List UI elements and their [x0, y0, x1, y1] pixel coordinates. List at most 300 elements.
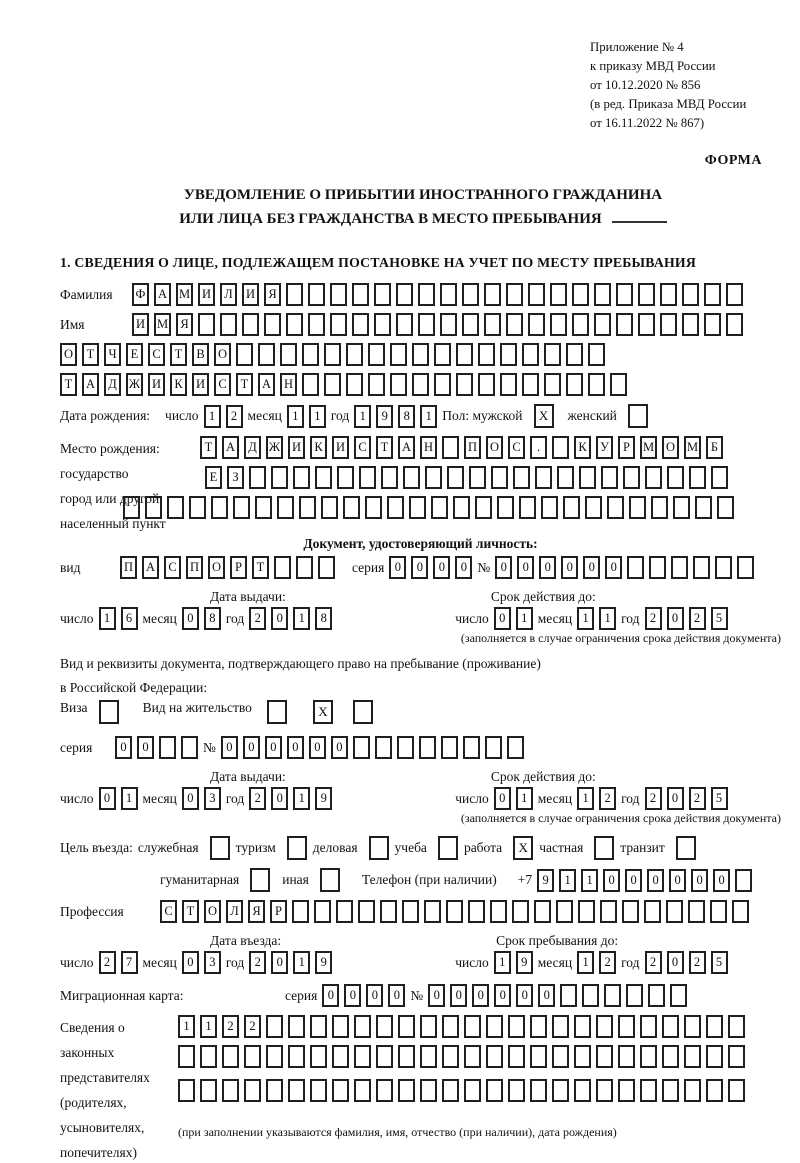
char-cell[interactable]: Т [182, 900, 199, 923]
char-cell[interactable] [288, 1015, 305, 1038]
char-cell[interactable]: 2 [689, 607, 706, 630]
char-cell[interactable]: 2 [645, 607, 662, 630]
char-cell[interactable]: 0 [271, 607, 288, 630]
char-cell[interactable] [376, 1015, 393, 1038]
char-cell[interactable] [508, 1045, 525, 1068]
char-cell[interactable] [649, 556, 666, 579]
char-cell[interactable]: Т [82, 343, 99, 366]
char-cell[interactable] [662, 1079, 679, 1102]
char-cell[interactable] [242, 313, 259, 336]
char-cell[interactable]: 0 [647, 869, 664, 892]
char-cell[interactable] [398, 1079, 415, 1102]
char-cell[interactable] [485, 736, 502, 759]
char-cell[interactable]: Я [264, 283, 281, 306]
char-cell[interactable] [374, 283, 391, 306]
char-cell[interactable]: 5 [711, 607, 728, 630]
char-cell[interactable] [390, 343, 407, 366]
char-cell[interactable] [682, 313, 699, 336]
char-cell[interactable] [626, 984, 643, 1007]
char-cell[interactable]: Т [200, 436, 217, 459]
char-cell[interactable] [638, 283, 655, 306]
char-cell[interactable] [286, 283, 303, 306]
char-cell[interactable] [594, 313, 611, 336]
char-cell[interactable] [506, 283, 523, 306]
char-cell[interactable] [453, 496, 470, 519]
char-cell[interactable] [302, 343, 319, 366]
char-cell[interactable]: 2 [599, 787, 616, 810]
char-cell[interactable] [588, 343, 605, 366]
char-cell[interactable] [550, 283, 567, 306]
char-cell[interactable] [662, 1015, 679, 1038]
char-cell[interactable] [486, 1045, 503, 1068]
char-cell[interactable] [648, 984, 665, 1007]
char-cell[interactable]: 0 [388, 984, 405, 1007]
char-cell[interactable] [508, 1015, 525, 1038]
char-cell[interactable] [332, 1079, 349, 1102]
char-cell[interactable] [462, 283, 479, 306]
char-cell[interactable] [332, 1045, 349, 1068]
char-cell[interactable] [220, 313, 237, 336]
char-cell[interactable] [222, 1079, 239, 1102]
char-cell[interactable] [462, 313, 479, 336]
char-cell[interactable]: 9 [315, 951, 332, 974]
char-cell[interactable]: 0 [713, 869, 730, 892]
char-cell[interactable] [574, 1045, 591, 1068]
char-cell[interactable] [420, 1015, 437, 1038]
char-cell[interactable] [330, 283, 347, 306]
char-cell[interactable] [418, 283, 435, 306]
char-cell[interactable] [491, 466, 508, 489]
char-cell[interactable] [616, 313, 633, 336]
char-cell[interactable] [640, 1045, 657, 1068]
char-cell[interactable]: К [310, 436, 327, 459]
char-cell[interactable] [299, 496, 316, 519]
char-cell[interactable]: 2 [599, 951, 616, 974]
char-cell[interactable]: С [148, 343, 165, 366]
char-cell[interactable] [737, 556, 754, 579]
char-cell[interactable] [318, 556, 335, 579]
char-cell[interactable] [497, 496, 514, 519]
char-cell[interactable] [490, 900, 507, 923]
char-cell[interactable]: 1 [581, 869, 598, 892]
char-cell[interactable]: 0 [137, 736, 154, 759]
char-cell[interactable] [513, 466, 530, 489]
char-cell[interactable]: 2 [226, 405, 243, 428]
char-cell[interactable]: 1 [516, 787, 533, 810]
char-cell[interactable]: Р [230, 556, 247, 579]
char-cell[interactable] [519, 496, 536, 519]
char-cell[interactable] [396, 313, 413, 336]
char-cell[interactable] [308, 313, 325, 336]
char-cell[interactable]: 0 [221, 736, 238, 759]
char-cell[interactable]: . [530, 436, 547, 459]
purpose-work-checkbox[interactable]: X [513, 836, 533, 860]
char-cell[interactable] [368, 373, 385, 396]
char-cell[interactable] [244, 1045, 261, 1068]
char-cell[interactable] [324, 343, 341, 366]
char-cell[interactable]: 2 [249, 607, 266, 630]
char-cell[interactable]: 0 [583, 556, 600, 579]
char-cell[interactable]: М [154, 313, 171, 336]
char-cell[interactable]: 0 [517, 556, 534, 579]
char-cell[interactable]: Е [126, 343, 143, 366]
char-cell[interactable]: С [164, 556, 181, 579]
char-cell[interactable]: 0 [605, 556, 622, 579]
char-cell[interactable] [528, 313, 545, 336]
char-cell[interactable] [346, 373, 363, 396]
char-cell[interactable]: 1 [559, 869, 576, 892]
char-cell[interactable] [478, 373, 495, 396]
char-cell[interactable]: П [464, 436, 481, 459]
char-cell[interactable] [640, 1015, 657, 1038]
char-cell[interactable]: 0 [115, 736, 132, 759]
char-cell[interactable] [645, 466, 662, 489]
char-cell[interactable] [314, 900, 331, 923]
char-cell[interactable] [522, 373, 539, 396]
temp-residence-checkbox[interactable]: X [313, 700, 333, 724]
char-cell[interactable]: 6 [121, 607, 138, 630]
char-cell[interactable] [412, 373, 429, 396]
char-cell[interactable] [442, 1045, 459, 1068]
char-cell[interactable] [673, 496, 690, 519]
char-cell[interactable] [528, 283, 545, 306]
char-cell[interactable]: 2 [244, 1015, 261, 1038]
char-cell[interactable]: 0 [433, 556, 450, 579]
char-cell[interactable] [352, 283, 369, 306]
char-cell[interactable]: А [398, 436, 415, 459]
purpose-other-checkbox[interactable] [320, 868, 340, 892]
char-cell[interactable]: 0 [455, 556, 472, 579]
char-cell[interactable] [478, 343, 495, 366]
char-cell[interactable] [671, 556, 688, 579]
char-cell[interactable] [288, 1079, 305, 1102]
char-cell[interactable] [579, 466, 596, 489]
char-cell[interactable] [336, 900, 353, 923]
char-cell[interactable]: 2 [249, 951, 266, 974]
char-cell[interactable]: О [60, 343, 77, 366]
char-cell[interactable]: 2 [645, 951, 662, 974]
char-cell[interactable] [266, 1079, 283, 1102]
char-cell[interactable]: 0 [428, 984, 445, 1007]
char-cell[interactable] [574, 1079, 591, 1102]
char-cell[interactable]: 0 [691, 869, 708, 892]
char-cell[interactable] [266, 1015, 283, 1038]
char-cell[interactable] [277, 496, 294, 519]
char-cell[interactable] [728, 1015, 745, 1038]
char-cell[interactable]: К [574, 436, 591, 459]
char-cell[interactable]: 0 [411, 556, 428, 579]
char-cell[interactable] [468, 900, 485, 923]
char-cell[interactable] [200, 1079, 217, 1102]
char-cell[interactable] [600, 900, 617, 923]
char-cell[interactable]: 9 [516, 951, 533, 974]
char-cell[interactable] [321, 496, 338, 519]
char-cell[interactable] [706, 1045, 723, 1068]
char-cell[interactable]: Р [618, 436, 635, 459]
char-cell[interactable]: 1 [577, 951, 594, 974]
char-cell[interactable]: 5 [711, 787, 728, 810]
char-cell[interactable] [717, 496, 734, 519]
char-cell[interactable] [644, 900, 661, 923]
purpose-official-checkbox[interactable] [210, 836, 230, 860]
char-cell[interactable] [447, 466, 464, 489]
char-cell[interactable] [541, 496, 558, 519]
char-cell[interactable] [563, 496, 580, 519]
char-cell[interactable] [534, 900, 551, 923]
char-cell[interactable] [607, 496, 624, 519]
char-cell[interactable] [442, 436, 459, 459]
char-cell[interactable] [266, 1045, 283, 1068]
char-cell[interactable] [431, 496, 448, 519]
char-cell[interactable]: 0 [182, 607, 199, 630]
char-cell[interactable] [486, 1015, 503, 1038]
char-cell[interactable] [682, 283, 699, 306]
char-cell[interactable] [418, 313, 435, 336]
char-cell[interactable] [397, 736, 414, 759]
char-cell[interactable] [376, 1045, 393, 1068]
char-cell[interactable] [566, 343, 583, 366]
char-cell[interactable] [288, 1045, 305, 1068]
char-cell[interactable] [726, 283, 743, 306]
char-cell[interactable] [200, 1045, 217, 1068]
char-cell[interactable] [469, 466, 486, 489]
char-cell[interactable] [324, 373, 341, 396]
char-cell[interactable] [434, 373, 451, 396]
char-cell[interactable] [616, 283, 633, 306]
char-cell[interactable] [585, 496, 602, 519]
char-cell[interactable]: 0 [265, 736, 282, 759]
char-cell[interactable]: П [186, 556, 203, 579]
char-cell[interactable] [315, 466, 332, 489]
char-cell[interactable] [424, 900, 441, 923]
char-cell[interactable] [662, 1045, 679, 1068]
char-cell[interactable] [500, 373, 517, 396]
char-cell[interactable]: Ж [126, 373, 143, 396]
char-cell[interactable]: 0 [669, 869, 686, 892]
char-cell[interactable]: И [148, 373, 165, 396]
char-cell[interactable] [618, 1045, 635, 1068]
char-cell[interactable] [145, 496, 162, 519]
char-cell[interactable] [695, 496, 712, 519]
char-cell[interactable] [255, 496, 272, 519]
char-cell[interactable] [387, 496, 404, 519]
char-cell[interactable]: Т [376, 436, 393, 459]
char-cell[interactable]: Т [60, 373, 77, 396]
char-cell[interactable]: 9 [537, 869, 554, 892]
char-cell[interactable] [710, 900, 727, 923]
char-cell[interactable]: 0 [271, 787, 288, 810]
char-cell[interactable] [354, 1015, 371, 1038]
char-cell[interactable] [508, 1079, 525, 1102]
char-cell[interactable] [310, 1015, 327, 1038]
char-cell[interactable] [441, 736, 458, 759]
char-cell[interactable]: 0 [366, 984, 383, 1007]
char-cell[interactable] [475, 496, 492, 519]
char-cell[interactable] [189, 496, 206, 519]
char-cell[interactable]: 0 [625, 869, 642, 892]
char-cell[interactable]: 0 [667, 787, 684, 810]
purpose-study-checkbox[interactable] [438, 836, 458, 860]
char-cell[interactable] [484, 283, 501, 306]
char-cell[interactable] [412, 343, 429, 366]
char-cell[interactable] [684, 1015, 701, 1038]
char-cell[interactable] [198, 313, 215, 336]
char-cell[interactable]: 1 [287, 405, 304, 428]
char-cell[interactable] [618, 1015, 635, 1038]
char-cell[interactable]: 1 [121, 787, 138, 810]
char-cell[interactable]: З [227, 466, 244, 489]
char-cell[interactable] [689, 466, 706, 489]
char-cell[interactable]: Н [420, 436, 437, 459]
char-cell[interactable]: 2 [689, 951, 706, 974]
char-cell[interactable] [484, 313, 501, 336]
char-cell[interactable] [280, 343, 297, 366]
char-cell[interactable] [434, 343, 451, 366]
char-cell[interactable] [557, 466, 574, 489]
edu-residence-checkbox[interactable] [353, 700, 373, 724]
char-cell[interactable]: О [214, 343, 231, 366]
char-cell[interactable]: 1 [200, 1015, 217, 1038]
char-cell[interactable] [572, 283, 589, 306]
char-cell[interactable] [352, 313, 369, 336]
char-cell[interactable]: 1 [420, 405, 437, 428]
char-cell[interactable]: 1 [516, 607, 533, 630]
char-cell[interactable] [544, 343, 561, 366]
char-cell[interactable] [550, 313, 567, 336]
char-cell[interactable]: 0 [287, 736, 304, 759]
char-cell[interactable]: 0 [271, 951, 288, 974]
char-cell[interactable] [332, 1015, 349, 1038]
char-cell[interactable] [159, 736, 176, 759]
char-cell[interactable] [440, 313, 457, 336]
char-cell[interactable]: Ж [266, 436, 283, 459]
char-cell[interactable] [552, 1079, 569, 1102]
char-cell[interactable] [530, 1045, 547, 1068]
char-cell[interactable]: Д [104, 373, 121, 396]
char-cell[interactable] [512, 900, 529, 923]
char-cell[interactable] [178, 1079, 195, 1102]
char-cell[interactable]: 1 [204, 405, 221, 428]
char-cell[interactable]: 0 [344, 984, 361, 1007]
char-cell[interactable]: 2 [645, 787, 662, 810]
char-cell[interactable] [446, 900, 463, 923]
char-cell[interactable]: 0 [331, 736, 348, 759]
char-cell[interactable] [330, 313, 347, 336]
char-cell[interactable]: И [242, 283, 259, 306]
char-cell[interactable]: И [198, 283, 215, 306]
char-cell[interactable] [464, 1045, 481, 1068]
char-cell[interactable] [670, 984, 687, 1007]
char-cell[interactable]: О [208, 556, 225, 579]
char-cell[interactable]: 7 [121, 951, 138, 974]
char-cell[interactable]: М [684, 436, 701, 459]
char-cell[interactable]: Л [220, 283, 237, 306]
char-cell[interactable] [627, 556, 644, 579]
char-cell[interactable] [666, 900, 683, 923]
char-cell[interactable]: А [142, 556, 159, 579]
char-cell[interactable]: 8 [315, 607, 332, 630]
char-cell[interactable] [622, 900, 639, 923]
char-cell[interactable] [535, 466, 552, 489]
char-cell[interactable] [376, 1079, 393, 1102]
char-cell[interactable]: 0 [603, 869, 620, 892]
char-cell[interactable] [594, 283, 611, 306]
char-cell[interactable]: Ф [132, 283, 149, 306]
char-cell[interactable] [354, 1079, 371, 1102]
char-cell[interactable] [693, 556, 710, 579]
char-cell[interactable] [651, 496, 668, 519]
char-cell[interactable]: 0 [99, 787, 116, 810]
char-cell[interactable] [381, 466, 398, 489]
char-cell[interactable] [596, 1079, 613, 1102]
char-cell[interactable]: 2 [249, 787, 266, 810]
char-cell[interactable] [337, 466, 354, 489]
char-cell[interactable]: 0 [309, 736, 326, 759]
char-cell[interactable] [507, 736, 524, 759]
char-cell[interactable]: 2 [222, 1015, 239, 1038]
char-cell[interactable] [728, 1079, 745, 1102]
char-cell[interactable] [552, 1045, 569, 1068]
char-cell[interactable] [706, 1015, 723, 1038]
char-cell[interactable] [249, 466, 266, 489]
char-cell[interactable]: 2 [99, 951, 116, 974]
char-cell[interactable]: А [82, 373, 99, 396]
char-cell[interactable]: 0 [561, 556, 578, 579]
char-cell[interactable]: О [204, 900, 221, 923]
char-cell[interactable] [346, 343, 363, 366]
char-cell[interactable]: 3 [204, 787, 221, 810]
char-cell[interactable]: 0 [667, 607, 684, 630]
char-cell[interactable] [380, 900, 397, 923]
char-cell[interactable] [264, 313, 281, 336]
char-cell[interactable]: Л [226, 900, 243, 923]
char-cell[interactable] [403, 466, 420, 489]
char-cell[interactable] [711, 466, 728, 489]
char-cell[interactable] [715, 556, 732, 579]
char-cell[interactable] [660, 283, 677, 306]
char-cell[interactable] [398, 1045, 415, 1068]
char-cell[interactable]: 0 [450, 984, 467, 1007]
char-cell[interactable]: М [176, 283, 193, 306]
char-cell[interactable] [735, 869, 752, 892]
char-cell[interactable]: 0 [243, 736, 260, 759]
char-cell[interactable] [292, 900, 309, 923]
char-cell[interactable] [728, 1045, 745, 1068]
char-cell[interactable]: И [192, 373, 209, 396]
char-cell[interactable]: Е [205, 466, 222, 489]
char-cell[interactable]: 8 [204, 607, 221, 630]
char-cell[interactable]: П [120, 556, 137, 579]
char-cell[interactable]: И [332, 436, 349, 459]
char-cell[interactable]: О [486, 436, 503, 459]
char-cell[interactable] [308, 283, 325, 306]
char-cell[interactable]: Я [176, 313, 193, 336]
char-cell[interactable] [181, 736, 198, 759]
char-cell[interactable] [574, 1015, 591, 1038]
purpose-business-checkbox[interactable] [369, 836, 389, 860]
char-cell[interactable] [398, 1015, 415, 1038]
char-cell[interactable]: Н [280, 373, 297, 396]
char-cell[interactable]: 1 [577, 607, 594, 630]
char-cell[interactable] [464, 1015, 481, 1038]
char-cell[interactable] [456, 373, 473, 396]
char-cell[interactable]: 0 [494, 787, 511, 810]
char-cell[interactable]: 3 [204, 951, 221, 974]
char-cell[interactable] [310, 1079, 327, 1102]
char-cell[interactable]: С [160, 900, 177, 923]
char-cell[interactable] [582, 984, 599, 1007]
char-cell[interactable] [506, 313, 523, 336]
